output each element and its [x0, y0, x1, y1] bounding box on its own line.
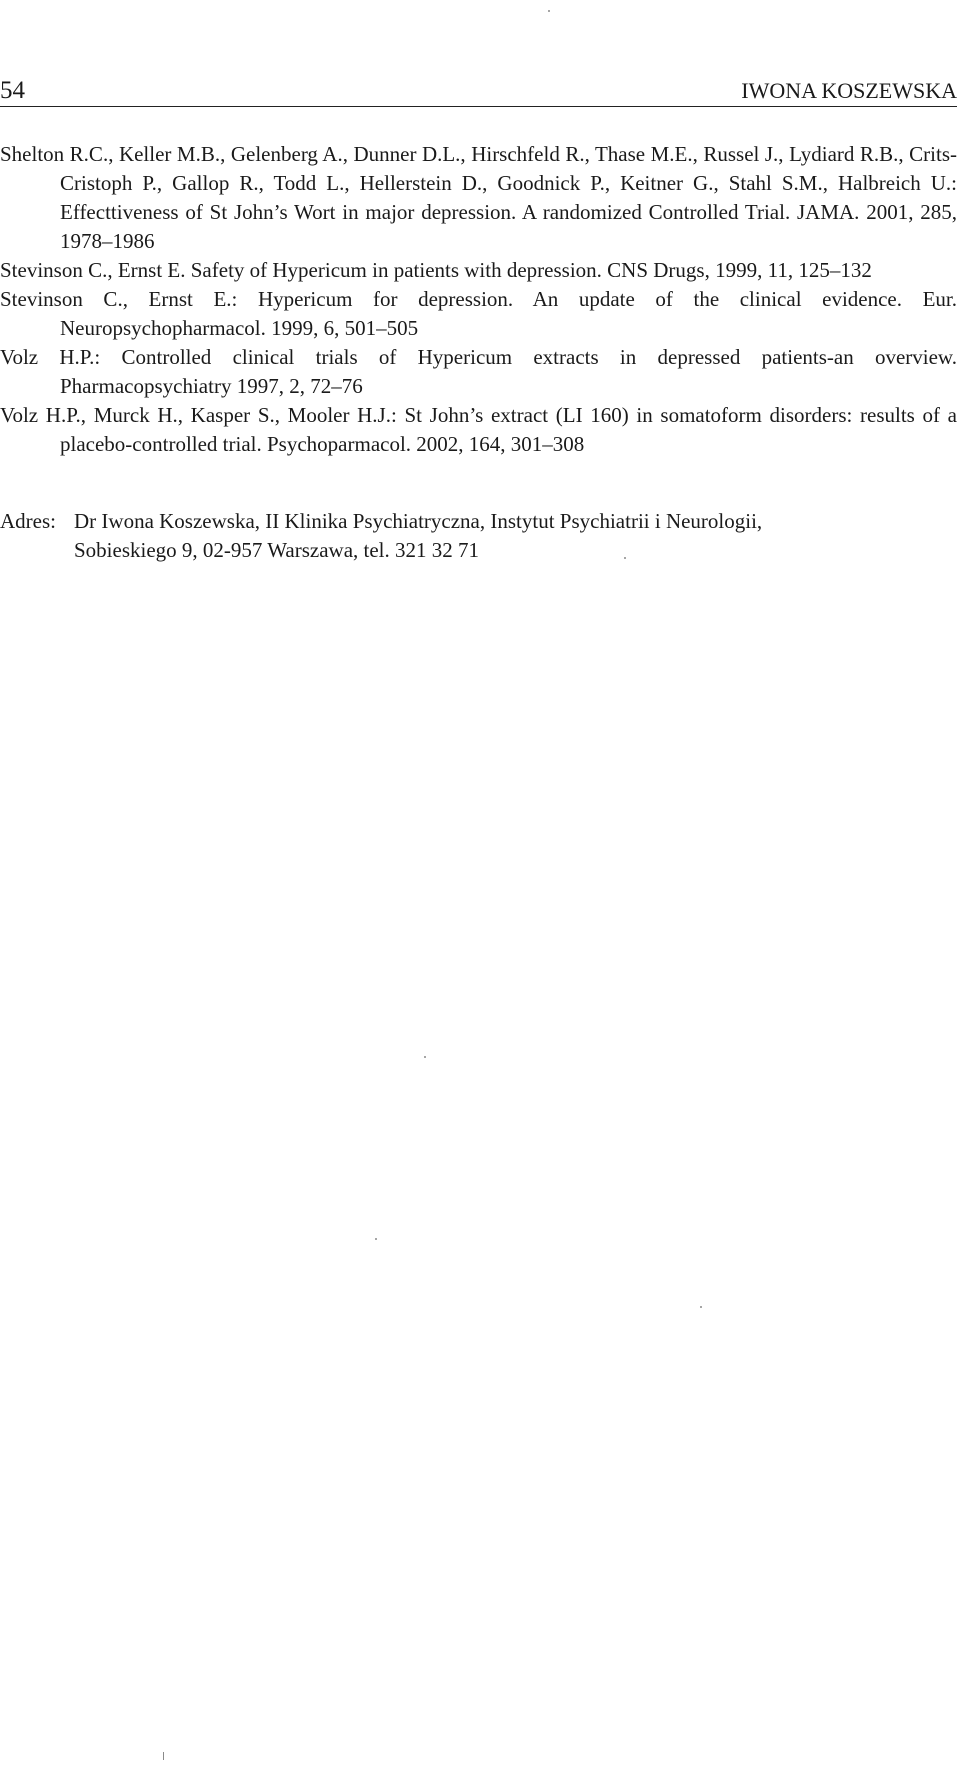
- scan-speck: [375, 1238, 377, 1240]
- running-header-author: IWONA KOSZEWSKA: [741, 78, 957, 103]
- scan-speck: [700, 1306, 702, 1308]
- scan-speck: [548, 10, 550, 12]
- address-text-1: Dr Iwona Koszewska, II Klinika Psychiatryczna, Instytut Psychiatrii i Neurologii,: [74, 509, 763, 533]
- address-label: Adres:: [0, 509, 56, 533]
- page-number: 54: [0, 77, 25, 104]
- running-header: [0, 74, 957, 108]
- scan-speck: [163, 1752, 164, 1760]
- address-line-2: Sobieskiego 9, 02-957 Warszawa, tel. 321 32 71: [74, 538, 480, 562]
- correspondence-address: [0, 507, 957, 565]
- scan-speck: [424, 1056, 426, 1058]
- reference-item: Shelton R.C., Keller M.B., Gelenberg A., Dunner D.L., Hirschfeld R., Thase M.E., Russel J., Lydiard R.B., Crits-Cristoph P., Gallop R., Todd L., Hellerstein D., Goodnick P., Keitner G., Stahl S.M., Halbreich U.: Effecttiveness of St John’s Wort in major depression. A randomized Controlled Trial. JAMA. 2001, 285, 1978–1986: [0, 142, 957, 253]
- reference-item: Stevinson C., Ernst E.: Hypericum for depression. An update of the clinical evidence. Eur. Neuropsychopharmacol. 1999, 6, 501–505: [0, 287, 957, 340]
- scan-speck: [624, 557, 626, 559]
- reference-item: Stevinson C., Ernst E. Safety of Hypericum in patients with depression. CNS Drugs, 1999, 11, 125–132: [0, 258, 872, 282]
- address-line-1: [0, 507, 957, 536]
- reference-item: Volz H.P., Murck H., Kasper S., Mooler H.J.: St John’s extract (LI 160) in somatoform disorders: results of a placebo-controlled trial. Psychoparmacol. 2002, 164, 301–308: [0, 403, 957, 456]
- header-rule: [0, 106, 957, 107]
- reference-item: Volz H.P.: Controlled clinical trials of Hypericum extracts in depressed patients-an overview. Pharmacopsychiatry 1997, 2, 72–76: [0, 345, 957, 398]
- reference-list: [0, 140, 957, 459]
